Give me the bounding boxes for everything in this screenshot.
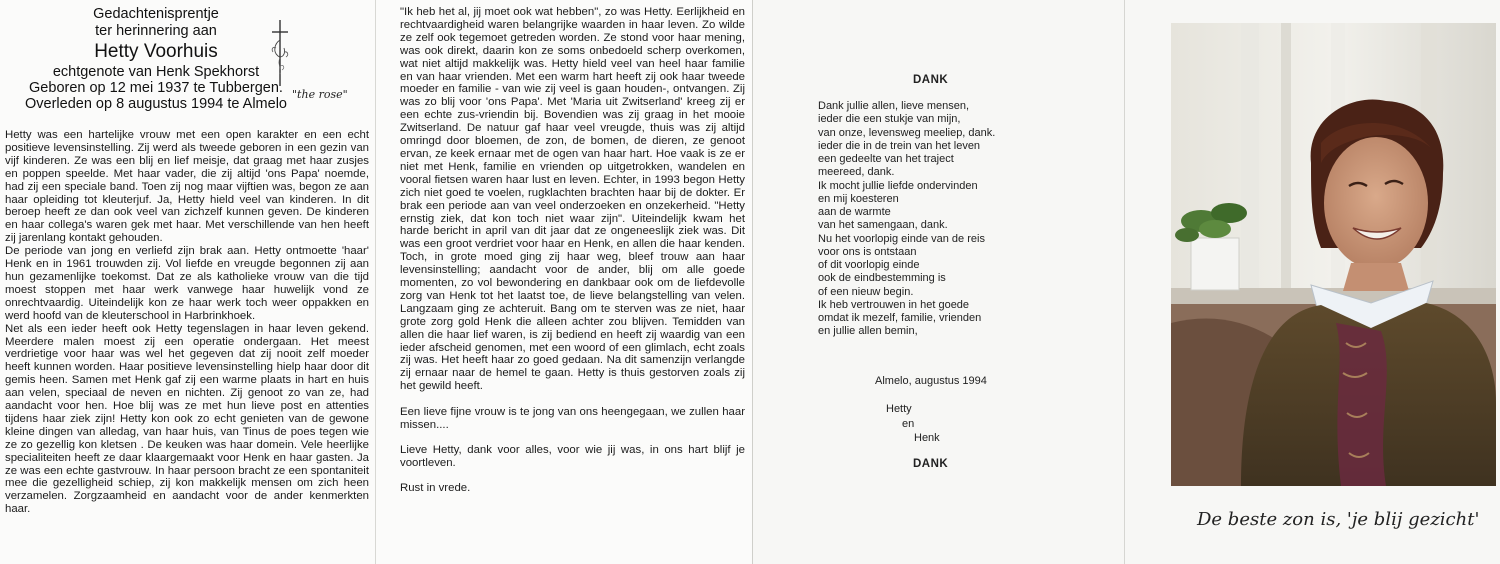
poem-line: voor ons is ontstaan [818, 245, 917, 258]
deceased-name: Hetty Voorhuis [94, 41, 218, 62]
poem-line: aan de warmte [818, 206, 891, 218]
poem-line: omdat ik mezelf, familie, vrienden [818, 312, 982, 324]
poem-line: Ik heb vertrouwen in het goede [818, 298, 970, 311]
panel-biography [0, 0, 376, 564]
poem-line: of een nieuw begin. [818, 285, 914, 298]
biography-text [5, 129, 369, 516]
continuation-paragraph-3: Lieve Hetty, dank voor alles, voor wie jij was, in ons hart blijf je voortleven. [400, 444, 745, 469]
poem-line: van onze, levensweg meeliep, dank. [818, 126, 996, 139]
biography-paragraph-3: Net als een ieder heeft ook Hetty tegenslagen in haar leven gekend. Meerdere malen moest zij een operatie ondergaan. Het meest verdrietige voor haar was wel het gegeven dat zij nooit zelf moeder heeft kunnen worden. Haar positieve levensinstelling hielp haar door dit gemis heen. Samen met Henk gaf zij een warme plaats in hart en huis aan velen, speciaal de neven en nichten. Zij genoot zo van ze, had aandacht voor hen. Hoe blij was ze met hun lieve post en attenties tijdens haar ziek zijn! Hetty kon ook zo echt genieten van de gewone kleine dingen van alledag, van haar huis, van Tinus de poes tegen wie ze zo gezellig kon kletsen . De keuken was haar domein. Vele heerlijke specialiteiten heeft ze daar klaargemaakt voor Henk en haar gasten. Ja ze was een echte gastvrouw. In haar persoon bracht ze een spontaniteit mee die gezelligheid schiep, zij kon makkelijk mensen om zich heen verzamelen. Zorgzaamheid en aandacht voor de ander kenmerkten haar. [5, 322, 369, 516]
birth-line: Geboren op 12 mei 1937 te Tubbergen. [29, 80, 283, 96]
panel-continuation [376, 0, 753, 564]
poem-line: en jullie allen bemin, [818, 325, 918, 338]
poem-line: ieder die in de trein van het leven [818, 139, 981, 152]
portrait-photo [1171, 23, 1496, 486]
poem-line: meereed, dank. [818, 166, 895, 179]
poem-line: ook de eindbestemming is [818, 272, 946, 285]
poem-line: van het samengaan, dank. [818, 219, 948, 232]
continuation-paragraph-2: Een lieve fijne vrouw is te jong van ons heengegaan, we zullen haar missen.... [400, 406, 745, 432]
continuation-paragraph-1: "Ik heb het al, jij moet ook wat hebben", zo was Hetty. Eerlijkheid en rechtvaardigheid waren belangrijke waarden in haar leven. Zo wilde ze zelf ook tegemoet getreden worden. Ze stond voor haar mening, was ook direkt, daarin kon ze soms onbedoeld scherp overkomen, wat niet altijd makkelijk was. Hetty hield veel van heel haar familie en van haar vrienden. Met een warm hart heeft zij ook haar tweede moeder en familie - van wie zij veel is gaan houden-, ontvangen. Zij was zo blij voor 'ons Papa'. Met 'Maria uit Zwitserland' kreeg zij er een echte zus-vriendin bij. Bovendien was zij graag in het mooie Zwitserland. De natuur gaf haar veel vreugde, thuis was zij altijd omringd door bloemen, de zon, de bomen, de dieren, ze genoot ervan, ze keek ernaar met de ogen van haar hart. Hoe vaak is ze er niet met Henk, familie en vrienden op uitgetrokken, wandelen en vooral fietsen waren haar lust en leven. Echter, in 1993 begon Hetty zich niet goed te voelen, rugklachten brachten haar bij de dokter. Er brak een periode aan van veel onderzoeken en onzekerheid. "Hetty ernstig ziek, dat kon toch niet waar zijn". Uiteindelijk kwam het harde bericht in april van dit jaar dat ze ongeneeslijk ziek was. Dit was een groot verdriet voor haar en Henk, en allen die haar kenden. Toch, in grote moed ging zij haar weg, bleef trouw aan haar levensinstelling; aandacht voor de ander, blij om alle goede momenten, zo vol bewondering en dankbaar ook om de liefdevolle zorg van Henk tot het laatst toe, de lieve belangstelling van velen. Langzaam ging ze achteruit. Bang om te sterven was ze niet, haar grote zorg gold Henk die alleen achter zou blijven. Temidden van allen die haar lief waren, is zij bediend en heeft zij waardig van een ieder afscheid genomen, met een woord of een glimlach, echt zoals zij was. Het heeft haar zo goed gedaan. Na dit samenzijn verlangde zij ernaar naar de hemel te gaan. Hetty is thuis gestorven zoals zij het gewild heeft. [400, 6, 745, 393]
place-date: Almelo, augustus 1994 [875, 375, 987, 387]
header-line-1: Gedachtenisprentje [93, 6, 219, 22]
continuation-paragraph-4: Rust in vrede. [400, 481, 471, 494]
poem-line: of dit voorlopig einde [818, 259, 920, 271]
header-line-2: ter herinnering aan [95, 23, 217, 39]
thanks-poem [818, 100, 995, 339]
poem-line: een gedeelte van het traject [818, 153, 954, 165]
signature-hetty: Hetty [886, 403, 912, 415]
thanks-title: DANK [913, 74, 949, 86]
biography-paragraph-2: De periode van jong en verliefd zijn brak aan. Hetty ontmoette 'haar' Henk en in 1961 trouwden zij. Vol liefde en vreugde begonnen zij aan hun gezamenlijke toekomst. Dat ze als katholieke vrouw van die tijd moest stoppen met haar werk vanwege haar huwelijk vond ze onrechtvaardig. Uiteindelijk kon ze haar werk toch weer oppakken en werd hoofd van de kleuterschool in Harbrinkhoek. [5, 245, 369, 322]
signature-henk: Henk [914, 432, 940, 444]
signature-en: en [902, 418, 915, 430]
spouse-line: echtgenote van Henk Spekhorst [52, 64, 260, 80]
poem-line: Ik mocht jullie liefde ondervinden [818, 179, 978, 192]
death-line: Overleden op 8 augustus 1994 te Almelo [25, 96, 287, 112]
poem-line: Nu het voorlopig einde van de reis [818, 232, 985, 245]
biography-paragraph-1: Hetty was een hartelijke vrouw met een open karakter en een echt positieve levensinstelling. Zij werd als tweede geboren in een gezin van vijf kinderen. Ze was een blij en lief meisje, dat graag met haar zusjes en poppen speelde. Met haar vader, die zij altijd 'ons Papa' noemde, had zij een speciale band. Toen zij nog maar vijftien was, begon ze aan haar opleiding tot kleuterjuf. Ja, Hetty hield veel van kinderen. In dit beroep heeft ze dan ook veel van zichzelf kunnen geven. De kinderen en haar collega's waren gek met haar. Met verschillende van hen heeft zij jarenlang kontakt gehouden. [5, 129, 369, 245]
panel-thanks [753, 0, 1125, 564]
rose-caption: "the rose" [292, 88, 348, 101]
card-header [0, 6, 376, 116]
photo-caption: De beste zon is, 'je blij gezicht' [1197, 509, 1480, 530]
closing-thanks: DANK [913, 458, 949, 470]
poem-line: Dank jullie allen, lieve mensen, [818, 100, 970, 112]
continuation-text [400, 6, 745, 507]
poem-line: ieder die een stukje van mijn, [818, 113, 961, 126]
poem-line: en mij koesteren [818, 192, 899, 205]
portrait-illustration [1171, 23, 1496, 486]
panel-photo [1125, 0, 1500, 564]
cross-with-rose-icon [266, 18, 294, 88]
